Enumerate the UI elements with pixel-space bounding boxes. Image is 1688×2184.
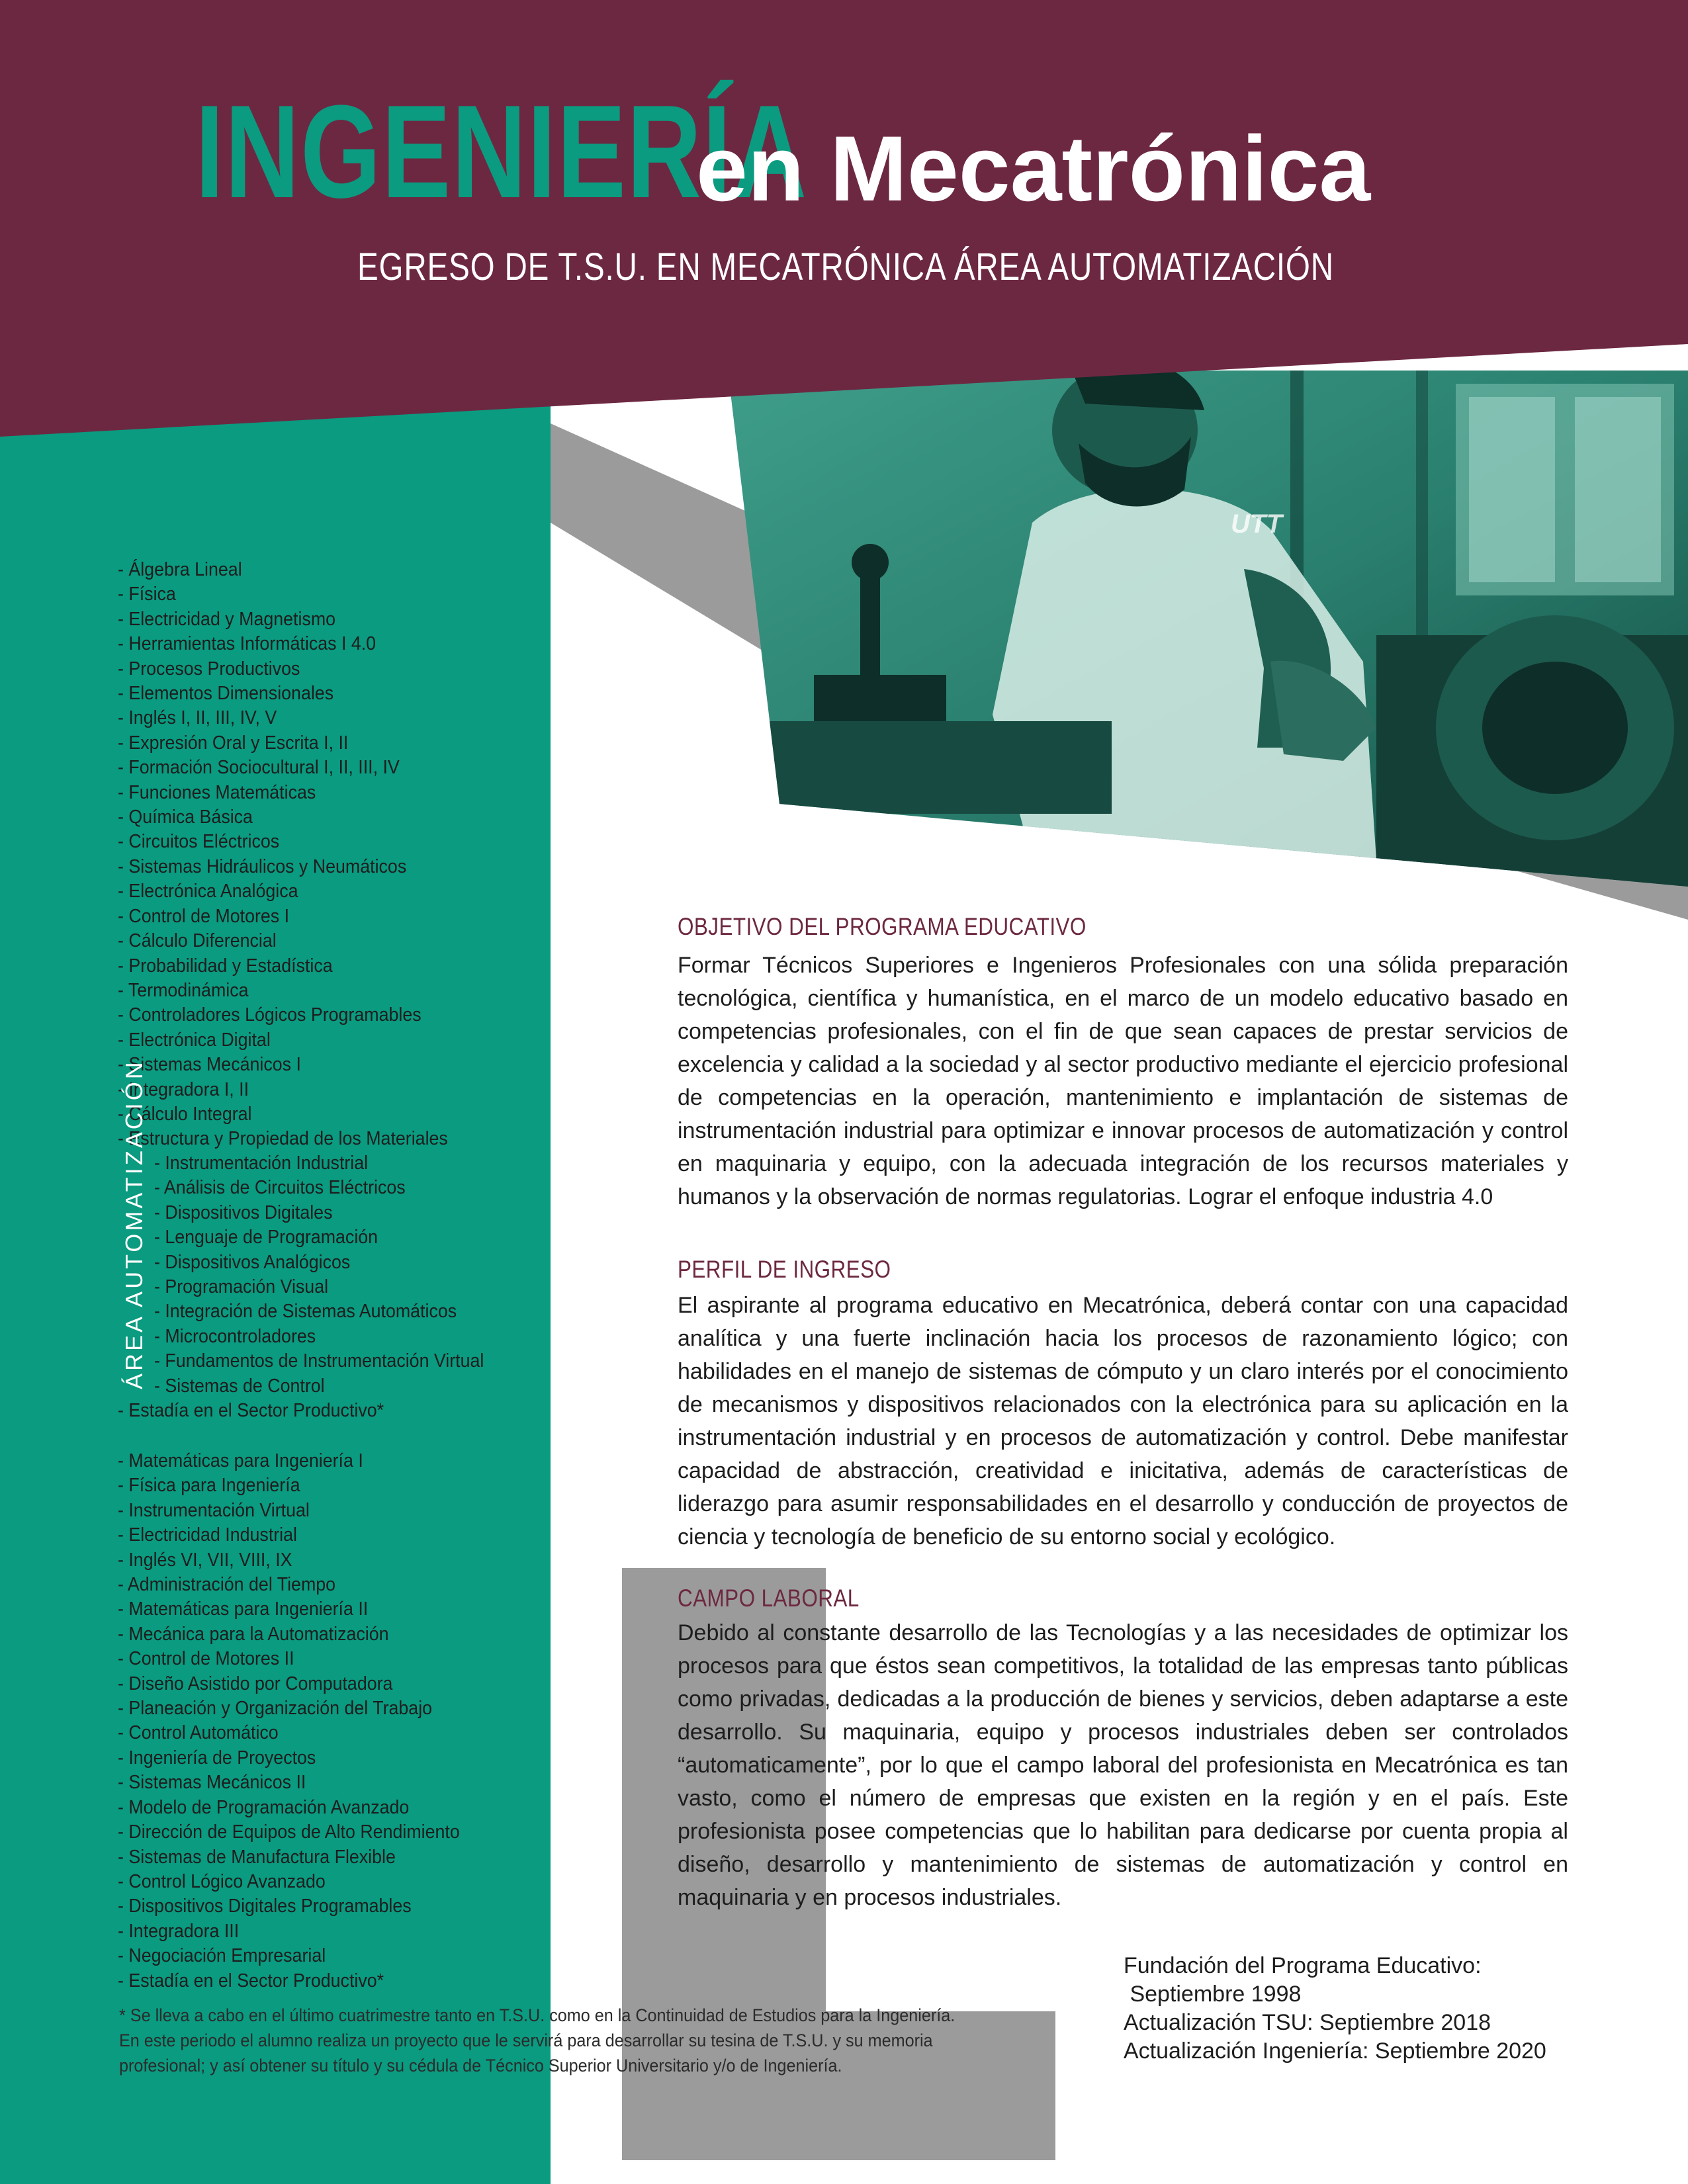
course-item: - Dispositivos Analógicos	[154, 1251, 351, 1273]
program-subtitle: EGRESO DE T.S.U. EN MECATRÓNICA ÁREA AUTOMATIZACIÓN	[357, 245, 1334, 288]
course-item: - Cálculo Integral	[118, 1103, 252, 1125]
course-item: - Control Lógico Avanzado	[118, 1870, 326, 1892]
course-item: - Microcontroladores	[154, 1325, 316, 1347]
title-ingenieria: INGENIERÍA	[195, 78, 808, 226]
area-automatizacion-vertical-label: ÁREA AUTOMATIZACIÓN	[120, 1059, 148, 1389]
course-item: - Formación Sociocultural I, II, III, IV	[118, 757, 400, 779]
utt-logo-on-coat: UTT	[1231, 509, 1282, 539]
course-item: - Sistemas Mecánicos I	[118, 1054, 301, 1076]
course-item: - Cálculo Diferencial	[118, 930, 277, 952]
objetivo-body: Formar Técnicos Superiores e Ingenieros Profesionales con una sólida preparación tecnológica, científica y humanística, en el marco de un modelo educativo basado en competencias profesionales, con el fin de que sean capaces de prestar servicios de excelencia y calidad a la sociedad y al sector productivo mediante el ejercicio profesional de competencias en la operación, mantenimiento e implantación de sistemas de instrumentación industrial para optimizar e innovar procesos de automatización y control en maquinaria y equipo, con la adecuada integración de los recursos materiales y humanos y la observación de normas regulatorias. Lograr el enfoque industria 4.0	[678, 953, 1568, 1209]
course-item: - Electrónica Digital	[118, 1029, 271, 1051]
course-item: - Álgebra Lineal	[118, 559, 242, 580]
course-item: - Elementos Dimensionales	[118, 683, 334, 705]
course-item: - Lenguaje de Programación	[154, 1227, 378, 1248]
campo-heading: CAMPO LABORAL	[678, 1585, 860, 1612]
course-item: - Ingeniería de Proyectos	[118, 1747, 316, 1769]
course-item: - Expresión Oral y Escrita I, II	[118, 732, 349, 754]
objetivo-heading: OBJETIVO DEL PROGRAMA EDUCATIVO	[678, 913, 1087, 940]
photo-student-lathe	[721, 357, 1688, 900]
course-item: - Herramientas Informáticas I 4.0	[118, 633, 377, 655]
program-dates	[1124, 1952, 1546, 2066]
course-item: - Integración de Sistemas Automáticos	[154, 1301, 457, 1323]
fundacion-line: Actualización Ingeniería: Septiembre 2020	[1124, 2038, 1546, 2064]
course-item: - Probabilidad y Estadística	[118, 955, 333, 977]
course-item: - Circuitos Eléctricos	[118, 831, 280, 853]
course-item: - Mecánica para la Automatización	[118, 1623, 389, 1645]
course-item: - Electricidad y Magnetismo	[118, 608, 336, 630]
course-item: - Controladores Lógicos Programables	[118, 1004, 422, 1026]
course-item: - Electricidad Industrial	[118, 1524, 297, 1546]
course-item: - Matemáticas para Ingeniería I	[118, 1450, 363, 1471]
ingenieria-course-list	[118, 1449, 482, 1993]
course-item: - Fundamentos de Instrumentación Virtual	[154, 1350, 484, 1372]
title-en-mecatronica: en Mecatrónica	[696, 116, 1371, 220]
fundacion-line: Actualización TSU: Septiembre 2018	[1124, 2010, 1491, 2035]
footnote-line: profesional; y así obtener su título y su cédula de Técnico Superior Universitario y/o de Ingeniería.	[119, 2056, 842, 2075]
footnote-line: En este periodo el alumno realiza un proyecto que le servirá para desarrollar su tesina de T.S.U. y su memoria	[119, 2031, 933, 2050]
course-item: - Matemáticas para Ingeniería II	[118, 1598, 369, 1620]
footnote-line: * Se lleva a cabo en el último cuatrimestre tanto en T.S.U. como en la Continuidad de Estudios para la Ingeniería.	[119, 2005, 955, 2025]
course-item: - Estructura y Propiedad de los Materiales	[118, 1128, 448, 1150]
perfil-body: El aspirante al programa educativo en Mecatrónica, deberá contar con una capacidad analítica y una fuerte inclinación hacia los procesos de razonamiento lógico; con habilidades en el manejo de sistemas de cómputo y un claro interés por el conocimiento de mecanismos y dispositivos relacionados con la electrónica para su aplicación en la instrumentación industrial y en procesos de automatización y control. Debe manifestar capacidad de abstracción, creatividad e inicitativa, además de características de liderazgo para asumir responsabilidades en el desarrollo y conducción de proyectos de ciencia y tecnología de beneficio de su entorno social y ecológico.	[678, 1293, 1568, 1550]
course-item: - Dispositivos Digitales Programables	[118, 1896, 412, 1917]
course-item: - Sistemas Mecánicos II	[118, 1772, 306, 1794]
campo-body: Debido al constante desarrollo de las Tecnologías y a las necesidades de optimizar los procesos para que éstos sean competitivos, la totalidad de las empresas tanto públicas como privadas, dedicadas a la producción de bienes y servicios, deben adaptarse a este desarrollo. Su maquinaria, equipo y procesos industriales deben ser controlados “automaticamente”, por lo que el campo laboral del profesionista en Mecatrónica es tan vasto, como el número de empresas que existen en la región y en el país. Este profesionista posee competencias que lo habilitan para dedicarse por cuenta propia al diseño, desarrollo y mantenimiento de sistemas de automatización y control en maquinaria y en procesos industriales.	[678, 1620, 1568, 1910]
course-item: - Planeación y Organización del Trabajo	[118, 1698, 433, 1720]
course-item: - Negociación Empresarial	[118, 1945, 326, 1967]
course-item: - Instrumentación Industrial	[154, 1153, 369, 1174]
course-item: - Integradora I, II	[118, 1078, 249, 1100]
course-item: - Instrumentación Virtual	[118, 1499, 310, 1521]
course-item: - Control de Motores I	[118, 905, 290, 927]
course-item: - Física	[118, 584, 176, 605]
fundacion-line: Fundación del Programa Educativo:	[1124, 1953, 1482, 1978]
course-item: - Sistemas de Control	[154, 1375, 325, 1397]
course-item: - Electrónica Analógica	[118, 881, 298, 902]
course-item: - Administración del Tiempo	[118, 1574, 336, 1596]
course-item: - Sistemas Hidráulicos y Neumáticos	[118, 855, 407, 877]
course-item: - Física para Ingeniería	[118, 1475, 300, 1497]
course-item: - Inglés VI, VII, VIII, IX	[118, 1549, 292, 1571]
course-item: - Integradora III	[118, 1920, 240, 1942]
course-item: - Diseño Asistido por Computadora	[118, 1673, 393, 1694]
course-item: - Dispositivos Digitales	[154, 1201, 333, 1223]
course-item: - Control Automático	[118, 1722, 279, 1744]
course-item: - Dirección de Equipos de Alto Rendimiento	[118, 1821, 460, 1843]
course-item: - Química Básica	[118, 807, 253, 828]
course-item: - Procesos Productivos	[118, 658, 300, 679]
course-item: - Modelo de Programación Avanzado	[118, 1796, 410, 1818]
estadia-footnote	[119, 2003, 1045, 2078]
course-item: - Funciones Matemáticas	[118, 781, 316, 803]
area-course-list	[154, 1151, 505, 1399]
tsu-final-course	[118, 1399, 401, 1423]
course-item: - Estadía en el Sector Productivo*	[118, 1400, 384, 1421]
course-item: - Control de Motores II	[118, 1648, 294, 1670]
course-item: - Termodinámica	[118, 979, 249, 1001]
course-item: - Análisis de Circuitos Eléctricos	[154, 1177, 406, 1199]
course-item: - Sistemas de Manufactura Flexible	[118, 1846, 396, 1868]
perfil-heading: PERFIL DE INGRESO	[678, 1256, 891, 1283]
course-item: - Inglés I, II, III, IV, V	[118, 707, 277, 729]
course-item: - Programación Visual	[154, 1276, 329, 1298]
tsu-course-list	[118, 558, 469, 1152]
course-item: - Estadía en el Sector Productivo*	[118, 1970, 384, 1991]
fundacion-line: Septiembre 1998	[1124, 1982, 1302, 2007]
